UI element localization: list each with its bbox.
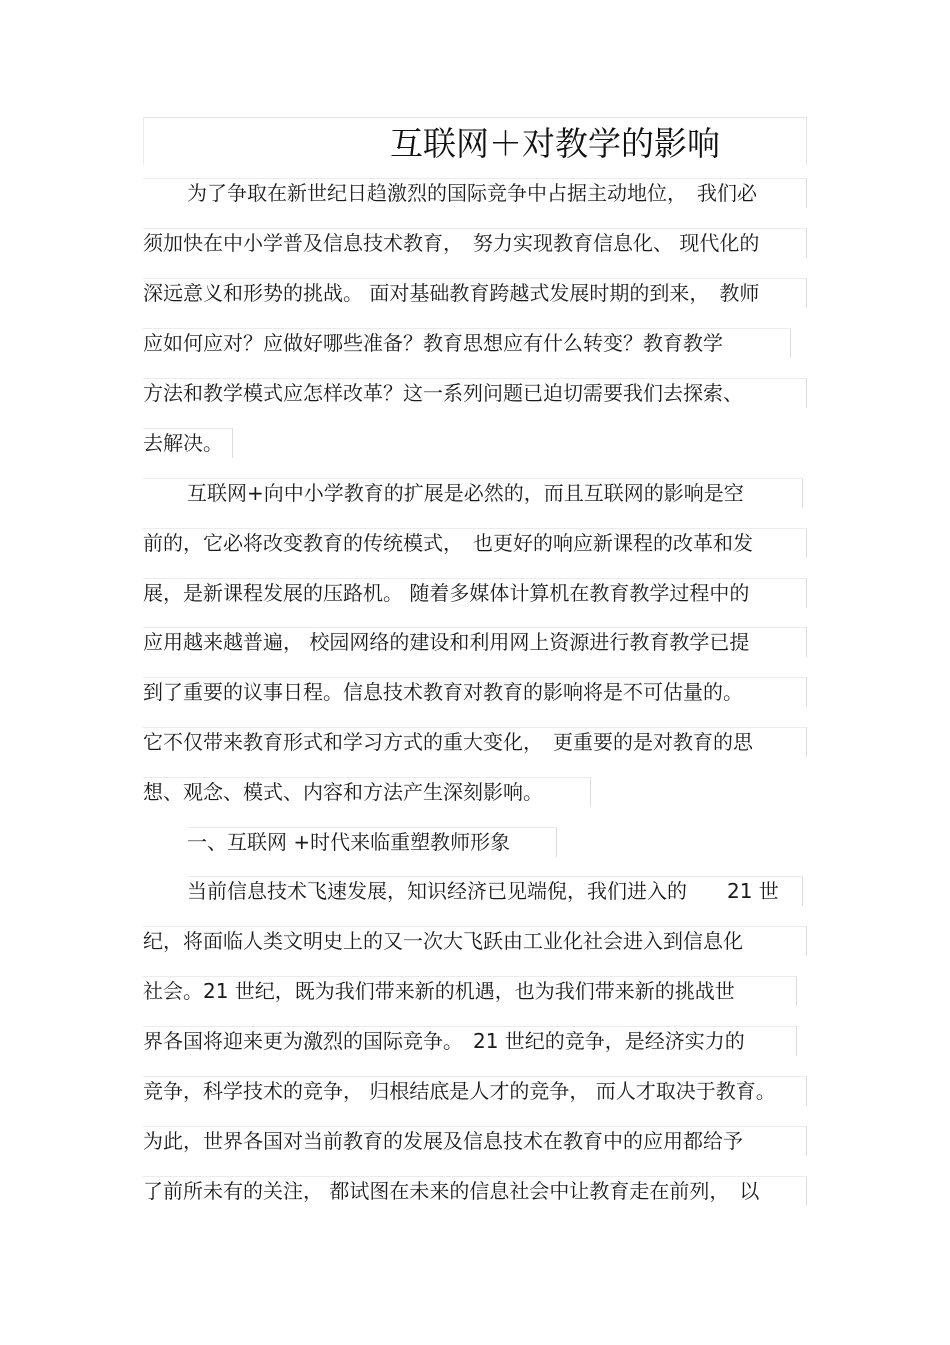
text-line: 想、观念、模式、内容和方法产生深刻影响。: [143, 780, 543, 804]
text-line: 方法和教学模式应怎样改革？这一系列问题已迫切需要我们去探索、: [143, 381, 743, 405]
document-title: 互联网＋对教学的影响: [390, 124, 720, 163]
text-line: 纪，将面临人类文明史上的又一次大飞跃由工业化社会进入到信息化: [143, 929, 743, 953]
text-line: 它不仅带来教育形式和学习方式的重大变化， 更重要的是对教育的思: [143, 730, 753, 754]
text-line: 互联网+向中小学教育的扩展是必然的，而且互联网的影响是空: [187, 481, 744, 505]
text-line: 到了重要的议事日程。信息技术教育对教育的影响将是不可估量的。: [143, 680, 743, 704]
text-line: 须加快在中小学普及信息技术教育， 努力实现教育信息化、 现代化的: [143, 231, 760, 255]
text-line: 竞争，科学技术的竞争， 归根结底是人才的竞争， 而人才取决于教育。: [143, 1079, 776, 1103]
text-line: 为了争取在新世纪日趋激烈的国际竞争中占据主动地位， 我们必: [187, 181, 757, 205]
section-heading: 一、互联网 +时代来临重塑教师形象: [187, 830, 511, 854]
text-line: 应如何应对？应做好哪些准备？教育思想应有什么转变？教育教学: [143, 331, 723, 355]
text-line: 社会。21 世纪，既为我们带来新的机遇，也为我们带来新的挑战世: [143, 979, 735, 1003]
text-line: 展，是新课程发展的压路机。 随着多媒体计算机在教育教学过程中的: [143, 581, 750, 605]
text-line: 当前信息技术飞速发展，知识经济已见端倪，我们进入的 21 世: [187, 879, 779, 903]
text-line: 为此，世界各国对当前教育的发展及信息技术在教育中的应用都给予: [143, 1129, 743, 1153]
text-line: 去解决。: [143, 431, 223, 455]
text-line: 应用越来越普遍， 校园网络的建设和利用网上资源进行教育教学已提: [143, 630, 750, 654]
text-line: 前的，它必将改变教育的传统模式， 也更好的响应新课程的改革和发: [143, 531, 753, 555]
text-line: 深远意义和形势的挑战。 面对基础教育跨越式发展时期的到来， 教师: [143, 281, 760, 305]
text-line: 了前所未有的关注， 都试图在未来的信息社会中让教育走在前列， 以: [143, 1179, 760, 1203]
text-line: 界各国将迎来更为激烈的国际竞争。 21 世纪的竞争，是经济实力的: [143, 1029, 745, 1053]
